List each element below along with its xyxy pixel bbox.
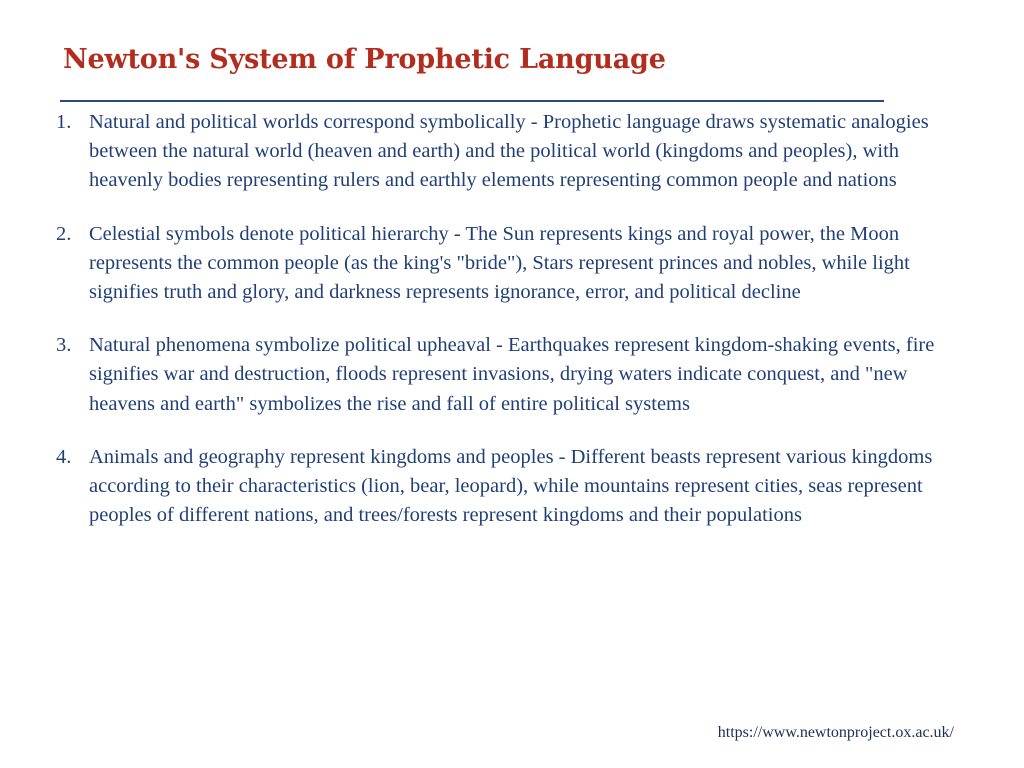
list-item-text: Natural and political worlds correspond symbolically - Prophetic language draws systematic analogies between the natural world (heaven and earth) and the political world (kingdoms and peoples), with heavenly bodies representing rulers and earthly elements representing common people and nations — [89, 111, 929, 192]
list-item — [56, 108, 956, 196]
list-item-number: 1. — [56, 111, 72, 133]
list-item-text: Celestial symbols denote political hierarchy - The Sun represents kings and royal power, the Moon represents the common people (as the king's "bride"), Stars represent princes and nobles, while light signifies truth and glory, and darkness represents ignorance, error, and political decline — [89, 222, 910, 304]
list-item — [56, 331, 956, 419]
list-item-number: 3. — [56, 334, 72, 357]
slide-title: Newton's System of Prophetic Language — [63, 44, 666, 75]
list-item — [56, 443, 956, 531]
list-item-text: Natural phenomena symbolize political upheaval - Earthquakes represent kingdom-shaking events, fire signifies war and destruction, floods represent invasions, drying waters indicate conquest, and "new heavens and earth" symbolizes the rise and fall of entire political systems — [89, 334, 935, 415]
list-item-number: 2. — [56, 222, 72, 245]
source-link[interactable]: https://www.newtonproject.ox.ac.uk/ — [717, 724, 954, 741]
title-divider — [60, 100, 884, 102]
numbered-point-list — [56, 108, 956, 554]
list-item — [56, 220, 956, 308]
list-item-number: 4. — [56, 445, 72, 468]
list-item-text: Animals and geography represent kingdoms and peoples - Different beasts represent various kingdoms according to their characteristics (lion, bear, leopard), while mountains represent cities, seas represent peoples of different nations, and trees/forests represent kingdoms and their populations — [89, 445, 933, 527]
